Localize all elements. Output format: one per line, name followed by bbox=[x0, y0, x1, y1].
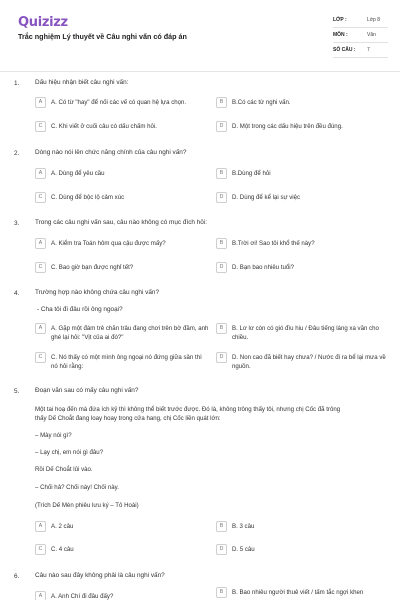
meta-label: LỚP : bbox=[333, 17, 347, 23]
option-text: B.Có các từ nghi vấn. bbox=[232, 99, 291, 106]
option-text: D. Dùng để kể lại sự việc bbox=[232, 194, 301, 201]
option-letter: A bbox=[35, 323, 46, 334]
option-text: D. 5 câu bbox=[232, 546, 255, 553]
option-letter: A bbox=[35, 238, 46, 249]
option-letter: B bbox=[216, 97, 227, 108]
question-number: 5. bbox=[14, 388, 20, 395]
option-letter: B bbox=[216, 168, 227, 179]
answer-option-b[interactable] bbox=[216, 168, 388, 180]
answer-option-d[interactable] bbox=[216, 192, 388, 204]
option-letter: C bbox=[35, 192, 46, 203]
option-letter: B bbox=[216, 238, 227, 249]
answer-option-c[interactable] bbox=[35, 192, 210, 204]
meta-label: SỐ CÂU : bbox=[333, 47, 356, 53]
answer-option-a[interactable] bbox=[35, 238, 210, 250]
option-text: D. Một trong các dấu hiệu trên đều đúng. bbox=[232, 123, 343, 130]
passage-line: Một tai hoạ đến mà đứa ích kỷ thì không thể biết trước được. Đó là, không trông thấy tôi, nhưng chị Cốc đã trông bbox=[35, 406, 341, 413]
answer-option-a[interactable] bbox=[35, 168, 210, 180]
question-text: Dấu hiệu nhận biết câu nghi vấn: bbox=[35, 79, 129, 86]
question-number: 2. bbox=[14, 150, 20, 157]
answer-option-c[interactable] bbox=[35, 121, 210, 133]
option-text: C. Bao giờ bạn được nghỉ tết? bbox=[51, 264, 134, 271]
meta-label: MÔN : bbox=[333, 32, 348, 38]
option-letter: B bbox=[216, 587, 227, 598]
passage-line: thấy Dế Choắt đang loay hoay trong cửa hang, chị Cốc liền quát lớn: bbox=[35, 415, 221, 422]
passage-line: – Lạy chị, em nói gì đâu? bbox=[35, 449, 104, 456]
question-number: 6. bbox=[14, 573, 20, 580]
question-text: Đoạn văn sau có mấy câu nghi vấn? bbox=[35, 387, 139, 394]
question-subtext: - Cha tôi đi đâu rồi ông ngoại? bbox=[37, 306, 123, 313]
answer-option-d[interactable] bbox=[216, 544, 388, 556]
option-letter: D bbox=[216, 121, 227, 132]
answer-option-b[interactable] bbox=[216, 587, 388, 599]
answer-option-b[interactable] bbox=[216, 238, 388, 250]
meta-grade bbox=[333, 14, 388, 28]
passage-line: Rồi Dế Choắt lủi vào. bbox=[35, 466, 93, 473]
answer-option-d[interactable] bbox=[216, 352, 388, 372]
answer-option-b[interactable] bbox=[216, 323, 388, 343]
answer-option-a[interactable] bbox=[35, 591, 210, 600]
answer-option-d[interactable] bbox=[216, 121, 388, 133]
option-text: C. Khi viết ở cuối câu có dấu chấm hỏi. bbox=[51, 123, 157, 130]
option-text: B. Lơ lơ còn có gió đìu hiu / Đâu tiếng láng xa văn cho chiều. bbox=[232, 325, 379, 341]
answer-option-d[interactable] bbox=[216, 262, 388, 274]
answer-option-a[interactable] bbox=[35, 323, 210, 343]
option-letter: B bbox=[216, 323, 227, 334]
meta-value: Lớp 8 bbox=[367, 17, 381, 23]
question-text: Trong các câu nghi vấn sau, câu nào không có mục đích hỏi: bbox=[35, 219, 208, 226]
option-letter: D bbox=[216, 192, 227, 203]
option-text: C. Dùng để bộc lộ cảm xúc bbox=[51, 194, 125, 201]
answer-option-a[interactable] bbox=[35, 521, 210, 533]
question-text: Trường hợp nào không chứa câu nghi vấn? bbox=[35, 289, 159, 296]
answer-option-b[interactable] bbox=[216, 97, 388, 109]
option-letter: A bbox=[35, 591, 46, 600]
option-letter: C bbox=[35, 544, 46, 555]
option-text: D. Bạn bao nhiêu tuổi? bbox=[232, 264, 294, 271]
answer-option-c[interactable] bbox=[35, 352, 210, 372]
option-text: A. Gặp một đám trẻ chăn trâu đang chơi trên bờ đầm, anh ghé lại hỏi: "Vịt của ai đó?" bbox=[51, 325, 209, 341]
question-number: 4. bbox=[14, 290, 20, 297]
option-text: A. Anh Chí đi đâu đấy? bbox=[51, 593, 114, 600]
option-letter: C bbox=[35, 262, 46, 273]
option-text: B.Trời ơi! Sao tôi khổ thế này? bbox=[232, 240, 315, 247]
question-number: 3. bbox=[14, 220, 20, 227]
page-header bbox=[0, 0, 400, 72]
option-text: A. Dùng để yêu cầu bbox=[51, 170, 105, 177]
meta-value: Văn bbox=[367, 32, 376, 38]
answer-option-b[interactable] bbox=[216, 521, 388, 533]
option-letter: A bbox=[35, 521, 46, 532]
option-letter: D bbox=[216, 352, 227, 363]
quizizz-logo: Quizizz bbox=[18, 15, 68, 30]
answer-option-c[interactable] bbox=[35, 544, 210, 556]
option-text: D. Non cao đã biết hay chưa? / Nước đi ra bể lại mưa về nguồn. bbox=[232, 354, 386, 370]
meta-subject bbox=[333, 29, 388, 43]
question-text: Dòng nào nói lên chức năng chính của câu nghi vấn? bbox=[35, 149, 187, 156]
answer-option-a[interactable] bbox=[35, 97, 210, 109]
option-text: B.Dùng để hỏi bbox=[232, 170, 271, 177]
meta-question-count bbox=[333, 44, 388, 58]
option-text: A. Kiểm tra Toán hôm qua cậu được mấy? bbox=[51, 240, 166, 247]
option-text: B. 3 câu bbox=[232, 523, 255, 530]
option-text: C. 4 câu bbox=[51, 546, 74, 553]
option-letter: C bbox=[35, 352, 46, 363]
passage-line: – Chối hả? Chối này! Chối này. bbox=[35, 484, 119, 491]
option-text: B. Bao nhiêu người thuê viết / tấm tắc ngợi khen bbox=[232, 589, 364, 596]
meta-value: 7 bbox=[367, 47, 370, 53]
option-letter: C bbox=[35, 121, 46, 132]
option-letter: D bbox=[216, 262, 227, 273]
option-text: A. Có từ "hay" để nối các vế có quan hệ lựa chọn. bbox=[51, 99, 187, 106]
option-text: C. Nó thấy có một mình ông ngoại nó đứng giữa sân thì nó hỏi rằng: bbox=[51, 354, 202, 370]
passage-line: – Mày nói gì? bbox=[35, 432, 72, 439]
option-letter: A bbox=[35, 97, 46, 108]
option-text: A. 2 câu bbox=[51, 523, 74, 530]
question-text: Câu nào sau đây không phải là câu nghi vấn? bbox=[35, 572, 165, 579]
option-letter: A bbox=[35, 168, 46, 179]
option-letter: B bbox=[216, 521, 227, 532]
passage-source: (Trích Dế Mèn phiêu lưu ký – Tô Hoài) bbox=[35, 502, 139, 509]
answer-option-c[interactable] bbox=[35, 262, 210, 274]
question-number: 1. bbox=[14, 80, 20, 87]
option-letter: D bbox=[216, 544, 227, 555]
page-title: Trắc nghiệm Lý thuyết về Câu nghi vấn có đáp án bbox=[18, 32, 187, 41]
